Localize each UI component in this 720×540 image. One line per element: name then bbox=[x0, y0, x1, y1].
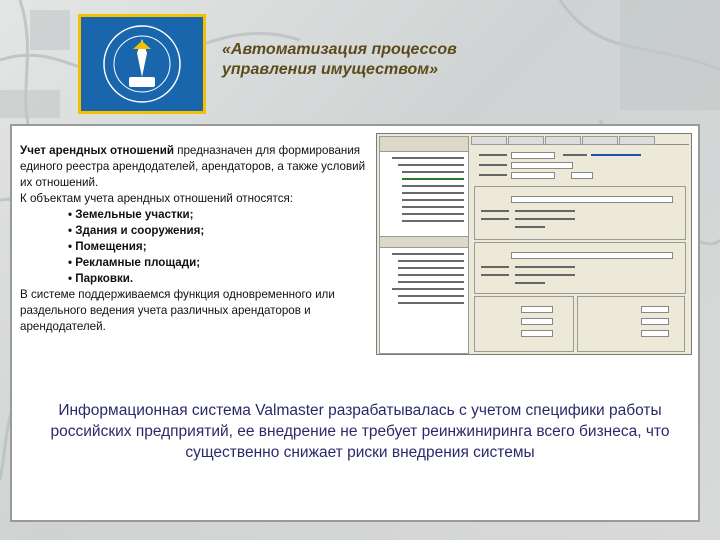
description-lead bbox=[20, 143, 370, 191]
group-box bbox=[474, 186, 686, 240]
lead-rest: предназначен для формирования единого реестра арендодателей, арендаторов, а также условий их отношений. bbox=[20, 144, 366, 189]
tree-toolbar bbox=[380, 137, 468, 152]
list-item: • Парковки. bbox=[68, 271, 370, 287]
slide-title bbox=[222, 40, 542, 80]
list-item: • Земельные участки; bbox=[68, 207, 370, 223]
slide-title-line-1: «Автоматизация процессов bbox=[222, 41, 457, 58]
logo bbox=[81, 17, 203, 111]
application-screenshot bbox=[376, 133, 692, 355]
list-item: • Рекламные площади; bbox=[68, 255, 370, 271]
objects-intro: К объектам учета арендных отношений относятся: bbox=[20, 192, 293, 205]
logo-frame bbox=[78, 14, 206, 114]
emblem-icon bbox=[81, 17, 203, 111]
description-closing: В системе поддерживаемся функция одновременного или раздельного ведения учета различных арендаторов и арендодателей. bbox=[20, 288, 335, 333]
slide-title-line-2: управления имуществом» bbox=[222, 61, 439, 78]
lead-bold: Учет арендных отношений bbox=[20, 144, 174, 157]
form-tabs bbox=[471, 136, 689, 145]
description-block bbox=[20, 143, 370, 335]
group-box bbox=[474, 242, 686, 294]
list-item: • Помещения; bbox=[68, 239, 370, 255]
form-panel bbox=[471, 136, 689, 352]
objects-list bbox=[20, 207, 370, 287]
list-item: • Здания и сооружения; bbox=[68, 223, 370, 239]
header bbox=[0, 0, 720, 120]
tree-panel bbox=[379, 136, 469, 354]
summary-text: Информационная система Valmaster разрабатывалась с учетом специфики работы российских предприятий, ее внедрение не требует реинжиниринга всего бизнеса, что существенно снижает риски внедрения системы bbox=[50, 402, 670, 461]
